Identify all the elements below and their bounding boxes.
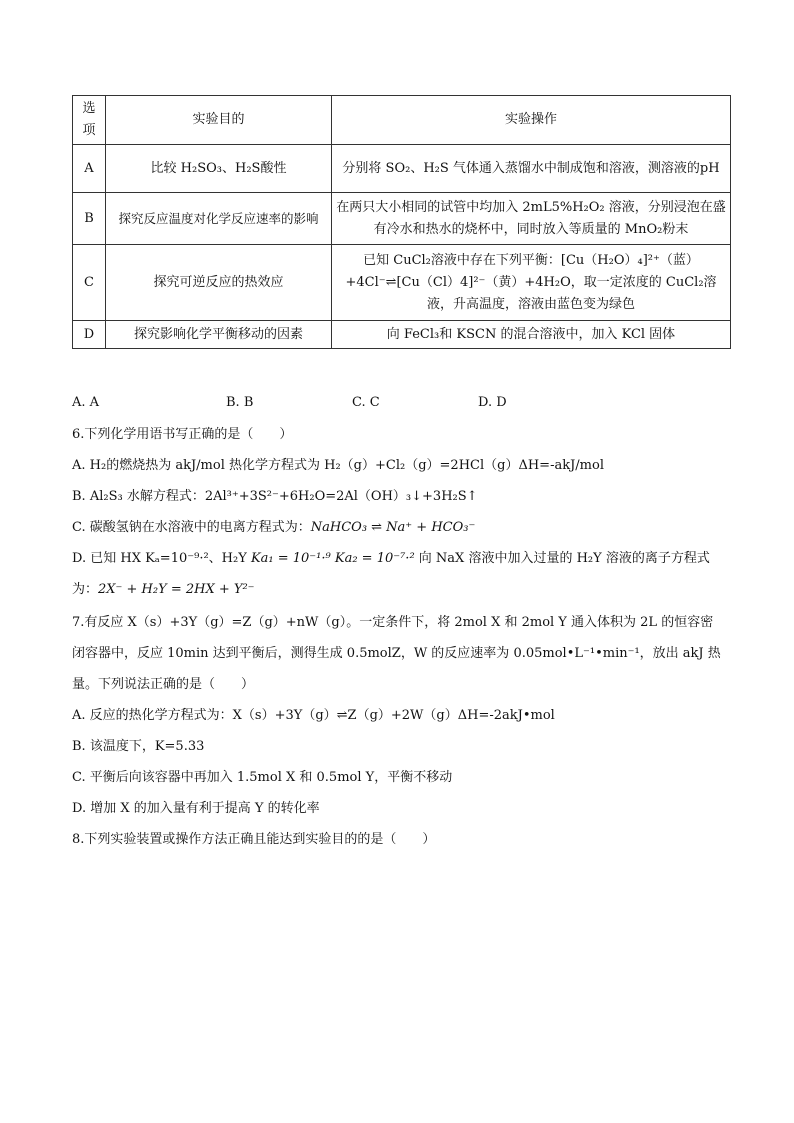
q6-d-math2: 2X⁻ + H₂Y = 2HX + Y²⁻ (98, 582, 255, 597)
q6-option-d[interactable] (72, 549, 710, 569)
q6-stem: 6.下列化学用语书写正确的是（ ） (72, 427, 293, 442)
q5-option-b[interactable]: B. B (226, 395, 254, 410)
row-option: C (73, 245, 106, 321)
q7-stem-line2: 闭容器中，反应 10min 达到平衡后，测得生成 0.5molZ，W 的反应速率为 0.05mol•L⁻¹•min⁻¹，放出 akJ 热 (72, 646, 721, 661)
table-row (73, 245, 731, 321)
q6-option-a[interactable]: A. H₂的燃烧热为 akJ/mol 热化学方程式为 H₂（g）+Cl₂（g）=2HCl（g）ΔH=-akJ/mol (72, 458, 604, 473)
row-operation: 已知 CuCl₂溶液中存在下列平衡：[Cu（H₂O）₄]²⁺（蓝）+4Cl⁻⇌[Cu（Cl）4]²⁻（黄）+4H₂O，取一定浓度的 CuCl₂溶液，升高温度，溶液由蓝色变为绿色 (332, 245, 731, 321)
q6-d-text1: D. 已知 HX Kₐ=10⁻⁹·²、H₂Y (72, 551, 247, 566)
q7-option-b[interactable]: B. 该温度下，K=5.33 (72, 739, 205, 754)
q6-c-text: C. 碳酸氢钠在水溶液中的电离方程式为： (72, 520, 311, 535)
q5-option-a[interactable]: A. A (72, 395, 100, 410)
q6-option-b[interactable]: B. Al₂S₃ 水解方程式：2Al³⁺+3S²⁻+6H₂O=2Al（OH）₃↓+3H₂S↑ (72, 489, 478, 504)
q6-option-c[interactable] (72, 518, 475, 538)
q5-option-d[interactable]: D. D (478, 395, 507, 410)
q8-stem: 8.下列实验装置或操作方法正确且能达到实验目的的是（ ） (72, 832, 436, 847)
q6-d-text2: 向 NaX 溶液中加入过量的 H₂Y 溶液的离子方程式 (418, 551, 710, 566)
row-option: D (73, 321, 106, 349)
row-option: A (73, 145, 106, 193)
q7-option-d[interactable]: D. 增加 X 的加入量有利于提高 Y 的转化率 (72, 801, 320, 816)
q6-d-math1: Ka₁ = 10⁻¹·⁹ Ka₂ = 10⁻⁷·² (250, 551, 415, 566)
q7-option-c[interactable]: C. 平衡后向该容器中再加入 1.5mol X 和 0.5mol Y，平衡不移动 (72, 770, 453, 785)
table-row (73, 145, 731, 193)
header-operation: 实验操作 (332, 96, 731, 145)
q7-stem-line1: 7.有反应 X（s）+3Y（g）=Z（g）+nW（g）。一定条件下，将 2mol X 和 2mol Y 通入体积为 2L 的恒容密 (72, 615, 714, 630)
row-operation: 向 FeCl₃和 KSCN 的混合溶液中，加入 KCl 固体 (332, 321, 731, 349)
q5-options (72, 395, 732, 415)
q6-d-text3: 为： (72, 582, 99, 597)
table-row (73, 321, 731, 349)
row-purpose: 比较 H₂SO₃、H₂S酸性 (106, 145, 332, 193)
q6-c-math: NaHCO₃ ⇌ Na⁺ + HCO₃⁻ (310, 520, 476, 535)
table-header-row (73, 96, 731, 145)
experiment-table (72, 95, 731, 349)
header-option: 选项 (73, 96, 106, 145)
q7-option-a[interactable]: A. 反应的热化学方程式为：X（s）+3Y（g）⇌Z（g）+2W（g）ΔH=-2akJ•mol (72, 708, 555, 723)
q5-option-c[interactable]: C. C (352, 395, 380, 410)
row-option: B (73, 193, 106, 245)
q6-option-d-cont (72, 580, 255, 600)
header-purpose: 实验目的 (106, 96, 332, 145)
table-row (73, 193, 731, 245)
row-purpose: 探究影响化学平衡移动的因素 (106, 321, 332, 349)
q7-stem-line3: 量。下列说法正确的是（ ） (72, 677, 255, 692)
row-purpose: 探究可逆反应的热效应 (106, 245, 332, 321)
row-operation: 分别将 SO₂、H₂S 气体通入蒸馏水中制成饱和溶液，测溶液的pH (332, 145, 731, 193)
row-operation: 在两只大小相同的试管中均加入 2mL5%H₂O₂ 溶液，分别浸泡在盛有冷水和热水的烧杯中，同时放入等质量的 MnO₂粉末 (332, 193, 731, 245)
row-purpose: 探究反应温度对化学反应速率的影响 (106, 193, 332, 245)
